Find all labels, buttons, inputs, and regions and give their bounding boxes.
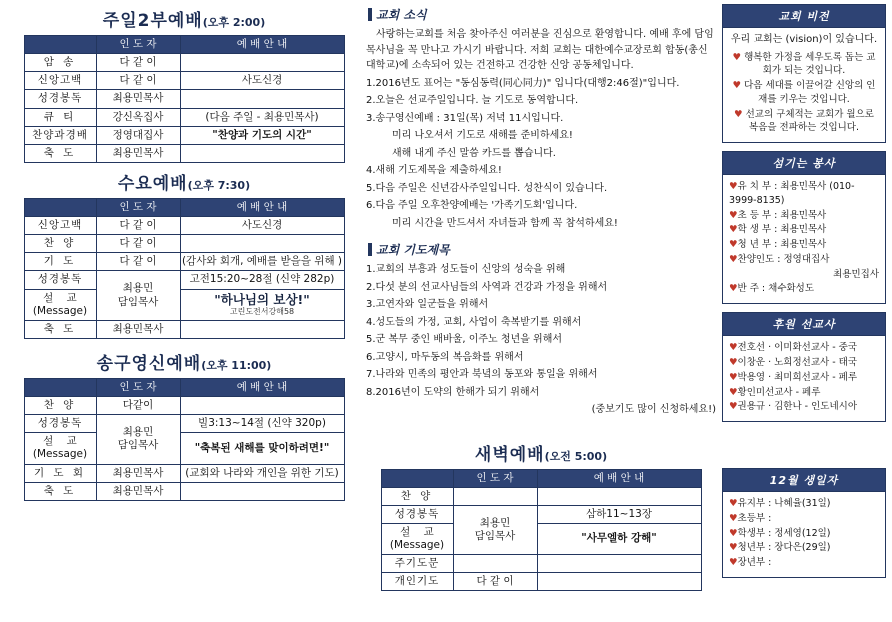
heart-icon: ♥ [729,253,738,265]
order-cell: 찬 양 [381,487,453,505]
prayer-item: 3.고연자와 일군들을 위해서 [366,299,489,310]
list-item [729,51,879,79]
leader-role: 담임목사 [474,529,516,542]
heart-icon: ♥ [729,181,738,193]
prayer-item: 7.나라와 민족의 평안과 북녘의 동포와 통일을 위해서 [366,369,598,380]
info-cell [180,90,344,108]
list-item [729,209,879,223]
card-serving-volunteers [722,151,886,304]
table-row [381,523,701,554]
card-title: 교회 비전 [722,4,886,28]
order-cell: 성경봉독 [24,90,96,108]
order-label-sub: (Message) [389,539,445,551]
table-row [24,126,344,144]
list-item [729,253,879,267]
leader-cell: 다 같 이 [96,235,180,253]
list-item [729,356,879,370]
info-cell [180,397,344,415]
heart-icon: ♥ [729,527,738,539]
list-item [729,497,879,511]
table-header-row [24,36,344,54]
announcement-paragraph: 미리 시간을 만드셔서 자녀들과 함께 꼭 참석하세요! [392,217,618,229]
table-row [24,464,344,482]
leader-cell [453,487,537,505]
service-title-main: 송구영신예배 [96,353,202,374]
list-item-label: 학생부 : 정세영(12일) [737,527,831,539]
leader-cell: 최용민목사 [96,464,180,482]
prayer-item: 4.성도들의 가정, 교회, 사업이 축복받기를 위해서 [366,316,582,328]
card-title: 12월 생일자 [722,468,886,492]
info-cell [537,555,701,573]
prayer-item: 8.2016년이 도약의 한해가 되기 위해서 [366,386,540,398]
announcement-paragraph: 5.다음 주일은 신년감사주일입니다. 성찬식이 있습니다. [366,182,608,194]
info-cell: 삼하11~13장 [537,505,701,523]
prayer-item: 5.군 복무 중인 배바울, 이주노 청년을 위해서 [366,334,563,345]
info-cell: 빌3:13~14절 (신약 320p) [180,415,344,433]
order-label-main: 설 교 [43,291,77,304]
info-cell [180,235,344,253]
heading-bar-icon [368,8,372,21]
table-row [24,253,344,271]
col-header-info: 예 배 안 내 [537,469,701,487]
announcement-paragraph: 6.다음 주일 오후찬양예배는 '가족기도회'입니다. [366,200,578,211]
leader-cell [453,505,537,554]
order-cell: 성경봉독 [24,271,96,289]
service-title-sub: (오후 2:00) [202,16,266,29]
heart-icon: ♥ [729,557,738,569]
order-cell: 축 도 [24,320,96,338]
table-row [24,289,344,320]
card-body [722,175,886,304]
heart-icon: ♥ [729,401,738,413]
col-header-info: 예 배 안 내 [180,198,344,216]
list-item [729,512,879,526]
announcement-paragraph: 사랑하는교회를 처음 찾아주신 여러분을 진심으로 환영합니다. 예배 후에 담임목사님을 꼭 만나고 가시기 바랍니다. 저희 교회는 대한예수교장로회 합동(총신대학교)에 소속되어 있는 건전하고 건강한 신앙 공동체입니다. [366,29,714,71]
info-cell [537,573,701,591]
list-item [729,341,879,355]
sermon-reference: 고린도전서강해58 [229,307,295,317]
order-cell: 찬 양 [24,235,96,253]
sermon-title: "하나님의 보상!" [214,291,310,307]
leader-name: 최용민 [122,426,154,439]
heart-icon: ♥ [729,209,738,221]
info-cell: 사도신경 [180,217,344,235]
order-cell [381,523,453,554]
table-row [381,573,701,591]
order-cell: 개인기도 [381,573,453,591]
leader-cell: 최용민목사 [96,90,180,108]
order-cell: 성경봉독 [24,415,96,433]
list-item-label: 반 주 : 채수화성도 [737,283,815,295]
card-december-birthdays [722,468,886,578]
list-item-label: 박용영 · 최미희선교사 - 페루 [737,371,858,383]
info-cell: "축복된 새해를 맞이하려면!" [180,433,344,464]
prayer-request-note: (중보기도 많이 신청하세요!) [591,404,716,415]
leader-cell: 다 같 이 [96,54,180,72]
order-cell: 주기도문 [381,555,453,573]
info-cell: (다음 주일 - 최용민목사) [180,108,344,126]
col-header-info: 예 배 안 내 [180,378,344,396]
order-cell: 신앙고백 [24,72,96,90]
leader-cell [453,555,537,573]
info-cell [180,144,344,162]
service-title-main: 새벽예배 [474,444,545,465]
announcement-paragraph: 새해 내게 주신 말씀 카드를 뽑습니다. [392,147,556,159]
order-cell: 성경봉독 [381,505,453,523]
service-table [24,198,345,339]
heart-icon: ♥ [729,371,738,383]
heart-icon: ♥ [729,239,738,251]
service-title-sub: (오전 5:00) [544,449,608,463]
list-item-label: 선교의 구체적는 교회가 월으로 복음을 전파하는 것입니다. [745,108,874,134]
list-item [729,223,879,237]
table-header-row [24,378,344,396]
table-header-row [381,469,701,487]
list-item-label: 전호선 · 이미화선교사 - 중국 [737,342,858,354]
card-body [722,28,886,143]
info-cell [180,482,344,500]
col-header-leader: 인 도 자 [96,36,180,54]
info-cell [180,320,344,338]
list-item [729,108,879,136]
info-cell [180,54,344,72]
leader-cell: 다 같 이 [453,573,537,591]
card-title: 후원 선교사 [722,312,886,336]
service-block-sunday-second [8,6,360,163]
birthday-list [729,497,879,570]
announcements-block [366,6,716,231]
leader-role: 담임목사 [117,439,159,452]
table-row [381,505,701,523]
heart-icon: ♥ [729,356,738,368]
order-cell [24,433,96,464]
col-header-order [24,36,96,54]
info-cell: 사도신경 [180,72,344,90]
list-item-label: 초 등 부 : 최용민목사 [737,209,827,221]
prayer-item: 1.교회의 부흥과 성도들이 신앙의 성숙을 위해 [366,264,566,275]
order-label-main: 설 교 [400,525,434,538]
list-item-label: 학 생 부 : 최용민목사 [737,224,827,236]
col-header-order [381,469,453,487]
service-title [8,169,360,194]
leader-name: 최용민 [122,282,154,295]
leader-cell [96,271,180,320]
table-row [24,482,344,500]
vision-list [729,51,879,136]
list-item [729,400,879,414]
table-row [24,397,344,415]
list-item [729,371,879,385]
service-table [24,378,345,501]
list-item-label: 초등부 : [737,512,772,524]
list-item [729,556,879,570]
heart-icon: ♥ [729,342,738,354]
section-heading-label: 교회 기도제목 [376,243,450,257]
prayer-item: 6.고양시, 마두동의 복음화를 위해서 [366,351,524,363]
info-cell: 고전15:20~28절 (신약 282p) [180,271,344,289]
leader-cell: 다 같 이 [96,217,180,235]
list-item [729,541,879,555]
table-row [24,90,344,108]
list-item [729,268,879,282]
col-header-leader: 인 도 자 [453,469,537,487]
list-item [729,282,879,296]
leader-cell: 다 같 이 [96,72,180,90]
leader-role: 담임목사 [117,295,159,308]
card-body [722,336,886,422]
section-heading-label: 교회 소식 [376,8,427,22]
info-cell: "사무엘하 강해" [537,523,701,554]
volunteer-list [729,180,879,296]
table-row [24,235,344,253]
order-cell: 기 도 회 [24,464,96,482]
service-table [381,469,702,592]
table-row [24,144,344,162]
info-cell: (감사와 회개, 예배를 받을을 위해 ) [180,253,344,271]
section-heading [368,6,716,23]
table-row [24,72,344,90]
middle-column [366,6,716,616]
leader-cell: 강신옥집사 [96,108,180,126]
service-title-main: 수요예배 [117,173,188,194]
service-title [8,349,360,374]
table-row [24,108,344,126]
table-row [24,433,344,464]
order-cell: 축 도 [24,482,96,500]
list-item-label: 행복한 가정을 세우도록 돕는 교회가 되는 것입니다. [744,51,876,77]
leader-cell: 다같이 [96,397,180,415]
service-title [366,440,716,465]
table-row [24,54,344,72]
table-row [24,415,344,433]
list-item [729,180,879,208]
leader-cell: 정영대집사 [96,126,180,144]
list-item-label: 최용민집사 [833,268,879,280]
heart-icon: ♥ [729,512,738,524]
list-item-label: 권용규 · 김한나 - 인도네시아 [737,401,858,413]
announcement-paragraph: 미리 나오셔서 기도로 새해를 준비하세요! [392,130,573,141]
missionary-list [729,341,879,414]
announcement-paragraph: 1.2016년도 표어는 "동심동력(同心同力)" 입니다(대행2:46절)"입니다. [366,77,680,89]
list-item-label: 찬양인도 : 정영대집사 [737,253,830,265]
right-column [722,4,886,618]
prayer-item: 2.다섯 분의 선교사님들의 사역과 건강과 가정을 위해서 [366,281,608,293]
list-item [729,527,879,541]
order-cell [24,289,96,320]
list-item-label: 유지부 : 나혜율(31일) [737,498,831,510]
col-header-leader: 인 도 자 [96,378,180,396]
service-block-dawn [366,440,716,592]
table-row [381,555,701,573]
order-cell: 큐 티 [24,108,96,126]
table-row [24,271,344,289]
service-title-sub: (오후 11:00) [201,358,272,372]
left-column [8,6,360,616]
list-item-label: 청년부 : 장다은(29일) [737,542,831,554]
announcement-paragraph: 2.오늘은 선교주일입니다. 늘 기도로 동역합니다. [366,95,579,106]
vision-lead: 우리 교회는 (vision)이 있습니다. [730,34,878,45]
heart-icon: ♥ [729,498,738,510]
service-block-new-year-eve [8,349,360,501]
announcement-paragraph: 3.송구영신예배 : 31일(목) 저녁 11시입니다. [366,112,564,124]
info-cell [180,289,344,320]
heart-icon: ♥ [729,542,738,554]
order-label-sub: (Message) [32,304,88,317]
prayer-topics-block [366,241,716,418]
leader-name: 최용민 [479,516,511,529]
table-row [24,320,344,338]
table-row [381,487,701,505]
service-title-main: 주일2부예배 [102,11,203,31]
service-title-sub: (오후 7:30) [187,178,251,192]
order-label-sub: (Message) [32,448,88,461]
col-header-leader: 인 도 자 [96,198,180,216]
info-cell: (교회와 나라와 개인을 위한 기도) [180,464,344,482]
table-header-row [24,198,344,216]
col-header-info: 예 배 안 내 [180,36,344,54]
order-cell: 신앙고백 [24,217,96,235]
list-item-label: 다음 세대를 이끌어갈 신앙의 인재를 키우는 것입니다. [744,80,876,105]
section-heading [368,241,716,258]
table-row [24,217,344,235]
leader-cell [96,415,180,464]
leader-cell: 최용민목사 [96,320,180,338]
list-item [729,386,879,400]
card-title: 섬기는 봉사 [722,151,886,175]
list-item-label: 유 치 부 : 최용민목사 (010-3999-8135) [729,181,855,206]
list-item-label: 이창운 · 노희정선교사 - 태국 [737,356,858,368]
col-header-order [24,198,96,216]
col-header-order [24,378,96,396]
order-cell: 찬양과경배 [24,126,96,144]
order-label-main: 설 교 [43,435,77,448]
order-cell: 암 송 [24,54,96,72]
list-item [729,238,879,252]
service-title [8,6,360,31]
leader-cell: 최용민목사 [96,482,180,500]
list-item [729,79,879,107]
order-cell: 축 도 [24,144,96,162]
leader-cell: 최용민목사 [96,144,180,162]
heart-icon: ♥ [732,51,742,63]
card-church-vision [722,4,886,143]
card-body [722,492,886,578]
card-supported-missionaries [722,312,886,422]
heading-bar-icon [368,243,372,256]
order-cell: 기 도 [24,253,96,271]
order-cell: 찬 양 [24,397,96,415]
heart-icon: ♥ [729,283,738,295]
list-item-label: 청 년 부 : 최용민목사 [737,239,827,251]
heart-icon: ♥ [732,80,742,92]
info-cell: "찬양과 기도의 시간" [180,126,344,144]
announcement-paragraph: 4.새해 기도제목을 제출하세요! [366,165,502,176]
service-block-wednesday [8,169,360,339]
service-table [24,35,345,163]
heart-icon: ♥ [729,386,738,398]
list-item-label: 장년부 : [737,557,772,569]
leader-cell: 다 같 이 [96,253,180,271]
info-cell [537,487,701,505]
heart-icon: ♥ [729,224,738,236]
heart-icon: ♥ [734,108,743,120]
list-item-label: 황인미선교사 - 페루 [737,386,821,398]
